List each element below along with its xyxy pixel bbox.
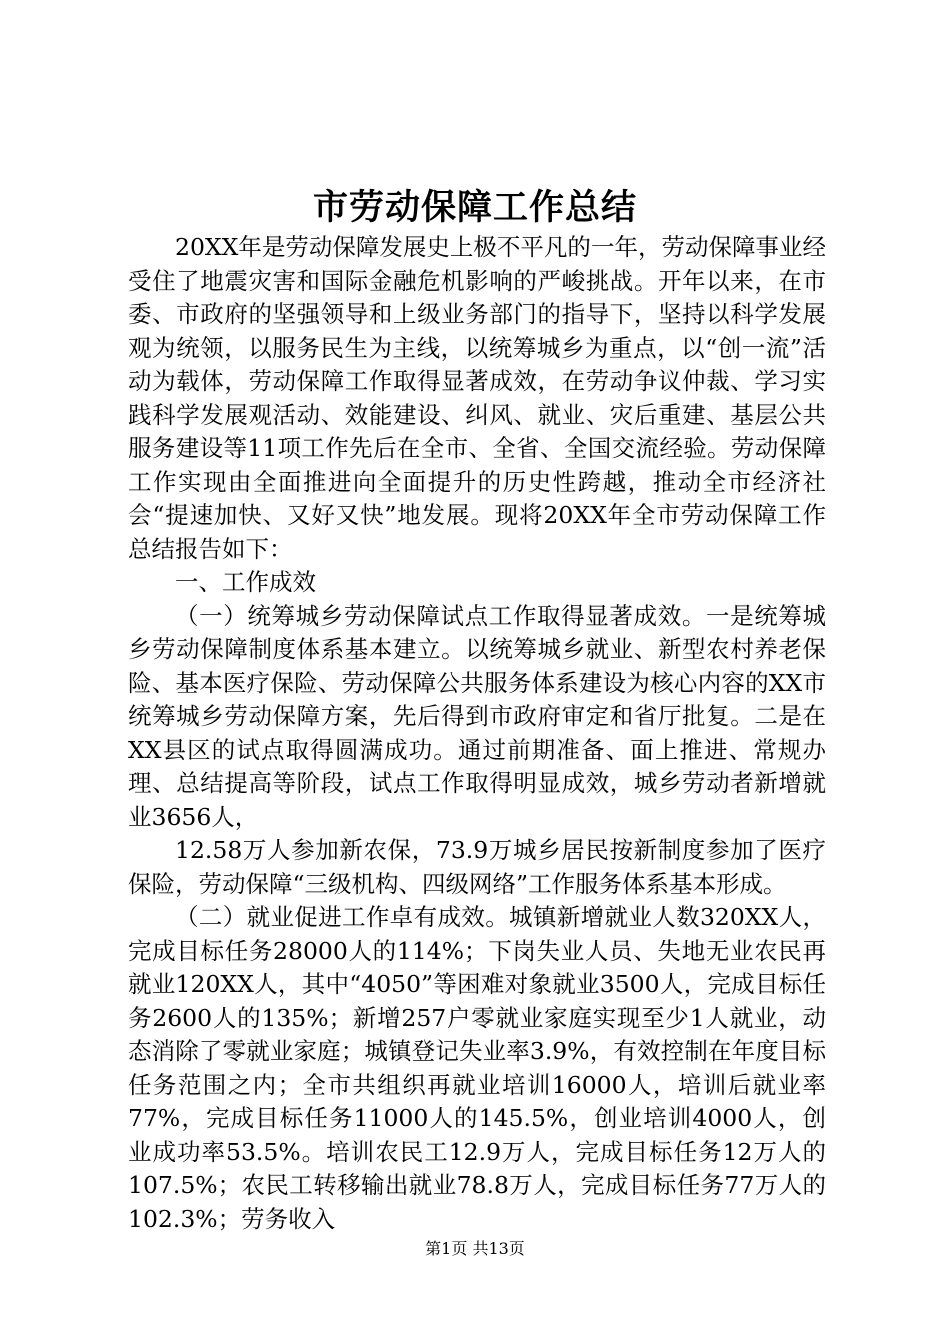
document-body (128, 231, 826, 1236)
paragraph-intro: 20XX年是劳动保障发展史上极不平凡的一年，劳动保障事业经受住了地震灾害和国际金融危机影响的严峻挑战。开年以来，在市委、市政府的坚强领导和上级业务部门的指导下，坚持以科学发展观为统领，以服务民生为主线，以统筹城乡为重点，以“创一流”活动为载体，劳动保障工作取得显著成效，在劳动争议仲裁、学习实践科学发展观活动、效能建设、纠风、就业、灾后重建、基层公共服务建设等11项工作先后在全市、全省、全国交流经验。劳动保障工作实现由全面推进向全面提升的历史性跨越，推动全市经济社会“提速加快、又好又快”地发展。现将20XX年全市劳动保障工作总结报告如下： (128, 233, 826, 563)
document-title: 市劳动保障工作总结 (312, 187, 637, 228)
page-footer: 第1页 共13页 (425, 1239, 525, 1258)
paragraph-urban-rural-pilot: （一）统筹城乡劳动保障试点工作取得显著成效。一是统筹城乡劳动保障制度体系基本建立。以统筹城乡就业、新型农村养老保险、基本医疗保险、劳动保障公共服务体系建设为核心内容的XX市统筹城乡劳动保障方案，先后得到市政府审定和省厅批复。二是在XX县区的试点取得圆满成功。通过前期准备、面上推进、常规办理、总结提高等阶段，试点工作取得明显成效，城乡劳动者新增就业3656人， (128, 601, 826, 831)
paragraph-insurance-coverage: 12.58万人参加新农保，73.9万城乡居民按新制度参加了医疗保险，劳动保障“三级机构、四级网络”工作服务体系基本形成。 (128, 836, 826, 898)
paragraph-employment-promotion: （二）就业促进工作卓有成效。城镇新增就业人数320XX人，完成目标任务28000人的114%；下岗失业人员、失地无业农民再就业120XX人，其中“4050”等困难对象就业3500人，完成目标任务2600人的135%；新增257户零就业家庭实现至少1人就业，动态消除了零就业家庭；城镇登记失业率3.9%，有效控制在年度目标任务范围之内；全市共组织再就业培训16000人，培训后就业率77%，完成目标任务11000人的145.5%，创业培训4000人，创业成功率53.5%。培训农民工12.9万人，完成目标任务12万人的107.5%；农民工转移输出就业78.8万人，完成目标任务77万人的102.3%；劳务收入 (128, 903, 826, 1233)
section-heading-achievements: 一、工作成效 (175, 568, 316, 596)
